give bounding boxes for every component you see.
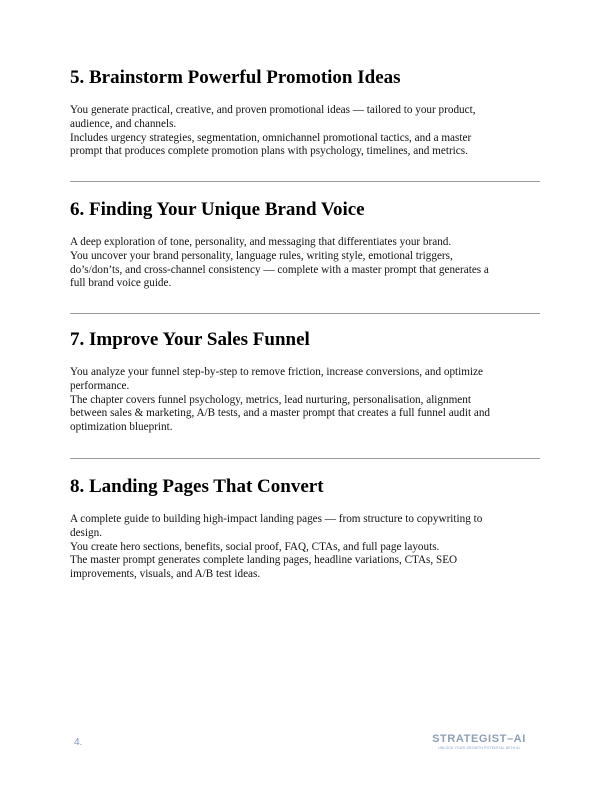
section-body <box>70 366 540 435</box>
body-line: audience, and channels. <box>70 117 177 130</box>
section-body <box>70 104 540 159</box>
body-line: prompt that produces complete promotion plans with psychology, timelines, and metrics. <box>70 145 468 158</box>
body-line: improvements, visuals, and A/B test ideas. <box>70 568 261 581</box>
body-line: do’s/don’ts, and cross-channel consistency — complete with a master prompt that generates a <box>70 263 489 276</box>
body-line: optimization blueprint. <box>70 421 173 434</box>
body-line: You uncover your brand personality, language rules, writing style, emotional triggers, <box>70 249 453 262</box>
body-line: design. <box>70 526 103 539</box>
body-line: full brand voice guide. <box>70 277 172 290</box>
section-body <box>70 513 540 582</box>
section-divider <box>70 181 540 182</box>
brand-name: STRATEGIST–AI <box>432 733 526 745</box>
body-line: A deep exploration of tone, personality, and messaging that differentiates your brand. <box>70 236 452 248</box>
section-promotion-ideas <box>70 66 540 159</box>
section-brand-voice <box>70 198 540 291</box>
body-line: You generate practical, creative, and proven promotional ideas — tailored to your product, <box>70 104 476 116</box>
body-line: The chapter covers funnel psychology, metrics, lead nurturing, personalisation, alignment <box>70 393 471 406</box>
section-heading: 6. Finding Your Unique Brand Voice <box>70 199 365 220</box>
section-heading: 7. Improve Your Sales Funnel <box>70 329 310 350</box>
body-line: Includes urgency strategies, segmentation, omnichannel promotional tactics, and a master <box>70 131 472 144</box>
body-line: performance. <box>70 379 130 392</box>
body-line: You create hero sections, benefits, social proof, FAQ, CTAs, and full page layouts. <box>70 540 440 553</box>
section-sales-funnel <box>70 328 540 435</box>
section-divider <box>70 458 540 459</box>
body-line: You analyze your funnel step-by-step to remove friction, increase conversions, and optimize <box>70 366 483 378</box>
body-line: The master prompt generates complete landing pages, headline variations, CTAs, SEO <box>70 554 458 567</box>
body-line: between sales & marketing, A/B tests, and a master prompt that creates a full funnel audit and <box>70 407 491 420</box>
section-divider <box>70 313 540 314</box>
section-landing-pages <box>70 475 540 582</box>
section-body <box>70 236 540 291</box>
section-heading: 5. Brainstorm Powerful Promotion Ideas <box>70 67 401 88</box>
section-heading: 8. Landing Pages That Convert <box>70 476 324 497</box>
brand-logo <box>424 733 534 751</box>
body-line: A complete guide to building high-impact landing pages — from structure to copywriting to <box>70 513 483 525</box>
brand-tagline: UNLOCK YOUR GROWTH POTENTIAL WITH AI <box>438 746 520 750</box>
page-number: 4. <box>74 737 83 748</box>
